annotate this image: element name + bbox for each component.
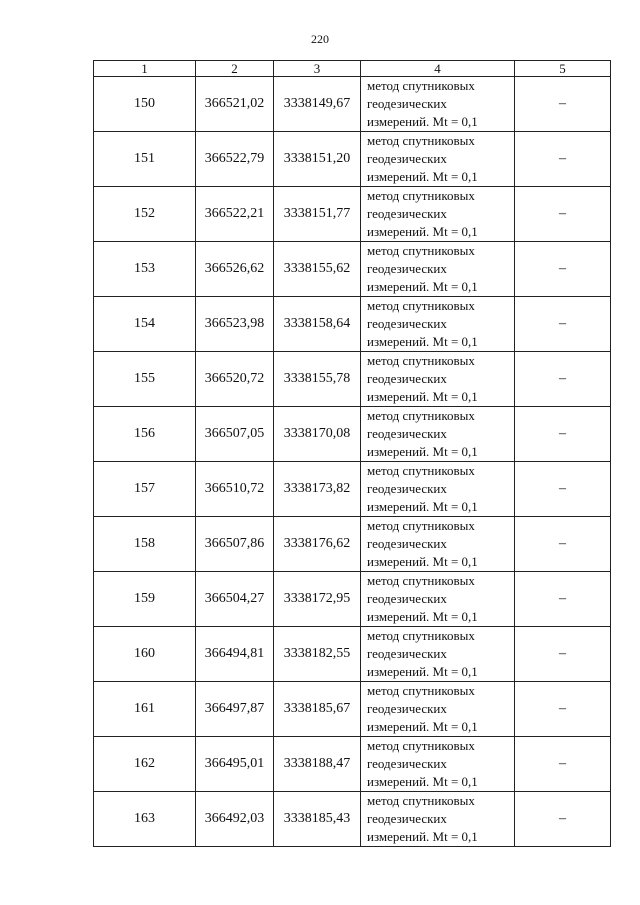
method-cell	[361, 462, 515, 517]
x-coordinate-cell: 366522,79	[196, 132, 274, 187]
method-line: метод спутниковых	[367, 628, 475, 643]
method-line: измерений. Mt = 0,1	[367, 554, 478, 569]
table-row	[94, 352, 611, 407]
y-coordinate-cell: 3338170,08	[274, 407, 361, 462]
method-line: метод спутниковых	[367, 683, 475, 698]
point-number-cell: 161	[94, 682, 196, 737]
method-line: геодезических	[367, 371, 447, 386]
method-cell	[361, 407, 515, 462]
table-row	[94, 297, 611, 352]
method-line: геодезических	[367, 811, 447, 826]
method-cell	[361, 132, 515, 187]
method-line: метод спутниковых	[367, 573, 475, 588]
point-number-cell: 153	[94, 242, 196, 297]
method-line: метод спутниковых	[367, 188, 475, 203]
y-coordinate-cell: 3338185,67	[274, 682, 361, 737]
note-cell: –	[515, 627, 611, 682]
method-line: измерений. Mt = 0,1	[367, 664, 478, 679]
x-coordinate-cell: 366497,87	[196, 682, 274, 737]
point-number-cell: 158	[94, 517, 196, 572]
column-header: 3	[274, 61, 361, 77]
method-line: геодезических	[367, 96, 447, 111]
point-number-cell: 150	[94, 77, 196, 132]
table-row	[94, 682, 611, 737]
method-line: измерений. Mt = 0,1	[367, 499, 478, 514]
table-row	[94, 627, 611, 682]
column-header: 1	[94, 61, 196, 77]
y-coordinate-cell: 3338182,55	[274, 627, 361, 682]
method-cell	[361, 737, 515, 792]
table-row	[94, 572, 611, 627]
method-line: измерений. Mt = 0,1	[367, 334, 478, 349]
point-number-cell: 163	[94, 792, 196, 847]
method-line: геодезических	[367, 426, 447, 441]
y-coordinate-cell: 3338155,78	[274, 352, 361, 407]
point-number-cell: 156	[94, 407, 196, 462]
y-coordinate-cell: 3338176,62	[274, 517, 361, 572]
y-coordinate-cell: 3338151,77	[274, 187, 361, 242]
table-header-row	[94, 61, 611, 77]
method-cell	[361, 77, 515, 132]
note-cell: –	[515, 737, 611, 792]
coordinates-table	[93, 60, 611, 847]
method-cell	[361, 517, 515, 572]
point-number-cell: 154	[94, 297, 196, 352]
x-coordinate-cell: 366510,72	[196, 462, 274, 517]
method-line: измерений. Mt = 0,1	[367, 719, 478, 734]
table-row	[94, 737, 611, 792]
note-cell: –	[515, 572, 611, 627]
note-cell: –	[515, 132, 611, 187]
method-line: измерений. Mt = 0,1	[367, 609, 478, 624]
x-coordinate-cell: 366526,62	[196, 242, 274, 297]
method-cell	[361, 242, 515, 297]
note-cell: –	[515, 792, 611, 847]
point-number-cell: 160	[94, 627, 196, 682]
method-cell	[361, 792, 515, 847]
y-coordinate-cell: 3338172,95	[274, 572, 361, 627]
method-line: метод спутниковых	[367, 463, 475, 478]
y-coordinate-cell: 3338155,62	[274, 242, 361, 297]
note-cell: –	[515, 187, 611, 242]
point-number-cell: 155	[94, 352, 196, 407]
note-cell: –	[515, 242, 611, 297]
method-line: метод спутниковых	[367, 353, 475, 368]
column-header: 2	[196, 61, 274, 77]
method-line: геодезических	[367, 481, 447, 496]
method-line: измерений. Mt = 0,1	[367, 279, 478, 294]
method-line: метод спутниковых	[367, 793, 475, 808]
method-line: метод спутниковых	[367, 78, 475, 93]
point-number-cell: 151	[94, 132, 196, 187]
method-line: метод спутниковых	[367, 133, 475, 148]
point-number-cell: 159	[94, 572, 196, 627]
point-number-cell: 162	[94, 737, 196, 792]
method-line: измерений. Mt = 0,1	[367, 114, 478, 129]
y-coordinate-cell: 3338185,43	[274, 792, 361, 847]
table-row	[94, 77, 611, 132]
x-coordinate-cell: 366523,98	[196, 297, 274, 352]
note-cell: –	[515, 517, 611, 572]
column-header: 4	[361, 61, 515, 77]
y-coordinate-cell: 3338151,20	[274, 132, 361, 187]
x-coordinate-cell: 366494,81	[196, 627, 274, 682]
method-line: геодезических	[367, 701, 447, 716]
method-cell	[361, 187, 515, 242]
method-line: геодезических	[367, 591, 447, 606]
method-line: метод спутниковых	[367, 298, 475, 313]
table-row	[94, 517, 611, 572]
method-cell	[361, 352, 515, 407]
note-cell: –	[515, 462, 611, 517]
note-cell: –	[515, 682, 611, 737]
x-coordinate-cell: 366492,03	[196, 792, 274, 847]
x-coordinate-cell: 366507,05	[196, 407, 274, 462]
table-row	[94, 242, 611, 297]
method-line: геодезических	[367, 151, 447, 166]
x-coordinate-cell: 366520,72	[196, 352, 274, 407]
y-coordinate-cell: 3338158,64	[274, 297, 361, 352]
x-coordinate-cell: 366521,02	[196, 77, 274, 132]
method-line: измерений. Mt = 0,1	[367, 169, 478, 184]
column-header: 5	[515, 61, 611, 77]
method-line: измерений. Mt = 0,1	[367, 224, 478, 239]
table-row	[94, 132, 611, 187]
x-coordinate-cell: 366495,01	[196, 737, 274, 792]
table-row	[94, 187, 611, 242]
method-line: метод спутниковых	[367, 738, 475, 753]
method-line: измерений. Mt = 0,1	[367, 444, 478, 459]
method-line: геодезических	[367, 206, 447, 221]
method-line: измерений. Mt = 0,1	[367, 774, 478, 789]
method-line: измерений. Mt = 0,1	[367, 829, 478, 844]
method-cell	[361, 627, 515, 682]
x-coordinate-cell: 366504,27	[196, 572, 274, 627]
method-line: геодезических	[367, 316, 447, 331]
method-cell	[361, 682, 515, 737]
table-row	[94, 407, 611, 462]
note-cell: –	[515, 407, 611, 462]
note-cell: –	[515, 77, 611, 132]
note-cell: –	[515, 297, 611, 352]
note-cell: –	[515, 352, 611, 407]
x-coordinate-cell: 366522,21	[196, 187, 274, 242]
method-line: геодезических	[367, 756, 447, 771]
method-line: геодезических	[367, 536, 447, 551]
method-line: метод спутниковых	[367, 243, 475, 258]
method-line: измерений. Mt = 0,1	[367, 389, 478, 404]
table-row	[94, 462, 611, 517]
method-line: метод спутниковых	[367, 408, 475, 423]
table-row	[94, 792, 611, 847]
method-cell	[361, 297, 515, 352]
x-coordinate-cell: 366507,86	[196, 517, 274, 572]
method-line: геодезических	[367, 261, 447, 276]
point-number-cell: 157	[94, 462, 196, 517]
method-line: метод спутниковых	[367, 518, 475, 533]
method-line: геодезических	[367, 646, 447, 661]
page-number: 220	[311, 32, 329, 46]
y-coordinate-cell: 3338149,67	[274, 77, 361, 132]
y-coordinate-cell: 3338173,82	[274, 462, 361, 517]
method-cell	[361, 572, 515, 627]
point-number-cell: 152	[94, 187, 196, 242]
y-coordinate-cell: 3338188,47	[274, 737, 361, 792]
